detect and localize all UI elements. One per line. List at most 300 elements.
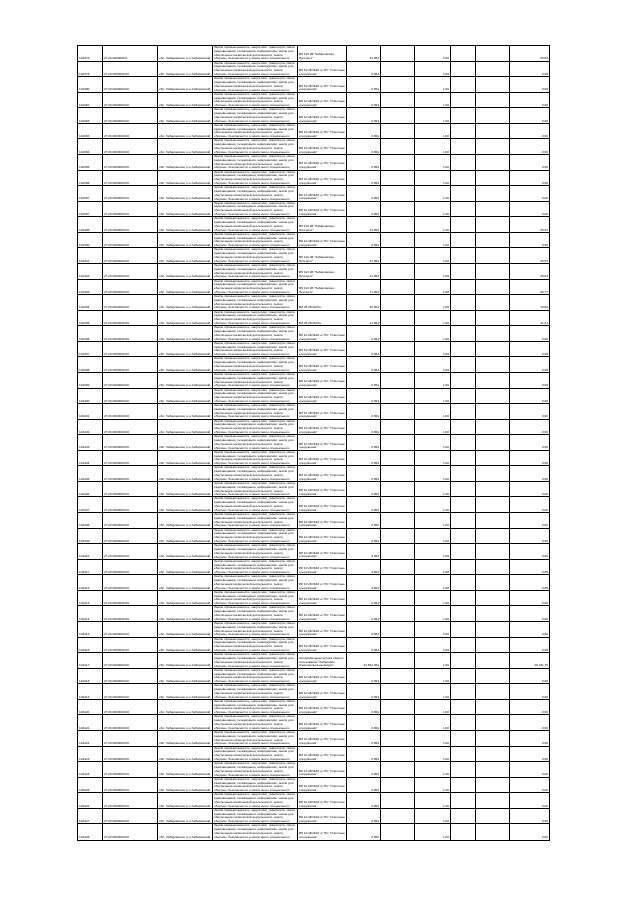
- table-cell-empty: [380, 560, 414, 576]
- table-cell-t: [509, 778, 550, 794]
- table-cell-empty: [380, 357, 414, 373]
- table-cell-id: [77, 591, 102, 607]
- table-cell-t: [509, 217, 550, 233]
- table-cell-desc: [212, 357, 297, 373]
- cell-text-addr: обл. Хабаровская, р-н Хабаровский: [159, 772, 211, 777]
- cell-text-id: 104385: [79, 165, 90, 170]
- table-cell-doc: [102, 46, 157, 62]
- table-cell-id: [77, 248, 102, 264]
- table-cell-prod: [297, 762, 346, 778]
- table-cell-doc: [102, 575, 157, 591]
- table-cell-empty: [450, 793, 475, 809]
- table-cell-q: [346, 762, 380, 778]
- cell-text-doc: 27:20:0000000:00: [104, 663, 129, 668]
- table-cell-prod: [297, 544, 346, 560]
- cell-text-q: 0,654: [371, 367, 379, 372]
- table-cell-addr: [157, 404, 212, 420]
- table-cell-id: [77, 497, 102, 513]
- table-cell-desc: [212, 513, 297, 529]
- cell-text-doc: 27:20:0000000:00: [104, 538, 129, 543]
- table-cell-empty: [475, 653, 509, 669]
- table-cell-desc: [212, 715, 297, 731]
- table-cell-empty: [475, 451, 509, 467]
- table-cell-q: [346, 575, 380, 591]
- table-cell-t: [509, 124, 550, 140]
- table-row: [77, 823, 550, 841]
- table-cell-empty: [450, 280, 475, 296]
- cell-text-doc: 27:20:0000000:00: [104, 398, 129, 403]
- cell-text-desc: Земли промышленности, энергетики, транспорта, связи, радиовещания, телевидения, информатики, земли для обеспечения космической деятельности, земли обороны, безопасности и земли иного специального: [214, 326, 296, 341]
- table-cell-addr: [157, 373, 212, 389]
- table-cell-desc: [212, 684, 297, 700]
- table-cell-prod: [297, 747, 346, 763]
- table-cell-addr: [157, 793, 212, 809]
- cell-text-desc: Земли промышленности, энергетики, транспорта, связи, радиовещания, телевидения, информатики, земли для обеспечения космической деятельности, земли обороны, безопасности и земли иного специального: [214, 544, 296, 559]
- cell-text-q: 0,654: [371, 772, 379, 777]
- table-cell-empty: [380, 404, 414, 420]
- cell-text-addr: обл. Хабаровская, р-н Хабаровский: [159, 663, 211, 668]
- cell-text-q: 0,654: [371, 134, 379, 139]
- table-cell-doc: [102, 248, 157, 264]
- cell-text-q: 0,654: [371, 554, 379, 559]
- table-cell-addr: [157, 46, 212, 62]
- cell-text-prod: ВЛ 10 кВ №16 от ПС "Очистные сооружения": [299, 488, 345, 497]
- cell-text-addr: обл. Хабаровская, р-н Хабаровский: [159, 445, 211, 450]
- table-row: [77, 761, 550, 778]
- cell-text-doc: 27:20:0000000:00: [104, 679, 129, 683]
- table-cell-id: [77, 778, 102, 794]
- table-cell-empty: [475, 280, 509, 296]
- table-cell-empty: [450, 186, 475, 202]
- table-cell-prod: [297, 575, 346, 591]
- table-cell-empty: [380, 108, 414, 124]
- cell-text-id: 104412: [79, 585, 90, 590]
- table-cell-r: [414, 482, 450, 498]
- table-cell-q: [346, 622, 380, 638]
- table-cell-addr: [157, 357, 212, 373]
- table-cell-q: [346, 139, 380, 155]
- cell-text-q: 31,054: [369, 258, 379, 263]
- cell-text-r: 1,00: [442, 538, 449, 543]
- table-cell-addr: [157, 202, 212, 218]
- cell-text-addr: обл. Хабаровская, р-н Хабаровский: [159, 367, 211, 372]
- table-cell-doc: [102, 326, 157, 342]
- table-cell-id: [77, 669, 102, 685]
- cell-text-desc: Земли промышленности, энергетики, транспорта, связи, радиовещания, телевидения, информатики, земли для обеспечения космической деятельности, земли обороны, безопасности и земли иного специального: [214, 92, 296, 108]
- table-cell-empty: [475, 108, 509, 124]
- table-cell-id: [77, 793, 102, 809]
- table-cell-id: [77, 638, 102, 654]
- cell-text-t: 40 311,76: [534, 663, 548, 668]
- cell-text-r: 1,00: [442, 476, 449, 481]
- table-cell-empty: [475, 778, 509, 794]
- cell-text-r: 1,00: [442, 367, 449, 372]
- cell-text-t: 0,66: [541, 211, 548, 216]
- cell-text-addr: обл. Хабаровская, р-н Хабаровский: [159, 87, 211, 92]
- cell-text-addr: обл. Хабаровская, р-н Хабаровский: [159, 383, 211, 388]
- cell-text-desc: Земли промышленности, энергетики, транспорта, связи, радиовещания, телевидения, информатики, земли для обеспечения космической деятельности, земли обороны, безопасности и земли иного специального: [214, 715, 296, 730]
- table-cell-prod: [297, 809, 346, 825]
- table-cell-addr: [157, 653, 212, 669]
- cell-text-t: 0,66: [541, 710, 548, 715]
- table-cell-id: [77, 575, 102, 591]
- cell-text-addr: обл. Хабаровская, р-н Хабаровский: [159, 492, 211, 497]
- table-cell-prod: [297, 46, 346, 62]
- cell-text-doc: 27:20:0000000:00: [104, 180, 129, 185]
- table-cell-empty: [450, 653, 475, 669]
- cell-text-r: 1,00: [442, 429, 449, 434]
- cell-text-id: 104398: [79, 367, 90, 372]
- table-row: [77, 683, 550, 700]
- table-cell-empty: [380, 529, 414, 545]
- table-cell-id: [77, 684, 102, 700]
- table-cell-empty: [380, 186, 414, 202]
- cell-text-t: 0,66: [541, 476, 548, 481]
- table-cell-doc: [102, 420, 157, 436]
- table-cell-prod: [297, 404, 346, 420]
- table-cell-doc: [102, 778, 157, 794]
- cell-text-r: 1,00: [442, 134, 449, 139]
- cell-text-desc: Земли промышленности, энергетики, транспорта, связи, радиовещания, телевидения, информатики, земли для обеспечения космической деятельности, земли обороны, безопасности и земли иного специального: [214, 46, 296, 61]
- cell-text-prod: ВЛ 10 кВ №16 от ПС "Очистные сооружения": [299, 535, 345, 543]
- cell-text-r: 1,00: [442, 507, 449, 512]
- table-cell-q: [346, 108, 380, 124]
- cell-text-q: 0,654: [371, 429, 379, 434]
- cell-text-r: 1,00: [442, 492, 449, 497]
- cell-text-addr: обл. Хабаровская, р-н Хабаровский: [159, 398, 211, 403]
- cell-text-doc: 27:20:0000000:00: [104, 274, 129, 279]
- table-cell-addr: [157, 139, 212, 155]
- table-cell-id: [77, 404, 102, 420]
- cell-text-q: 71,054: [369, 289, 379, 294]
- cell-text-prod: ВЛ 10 кВ №16 от ПС "Очистные сооружения": [299, 348, 345, 357]
- cell-text-doc: 27:20:0000000:00: [104, 834, 129, 839]
- cell-text-t: 0,66: [541, 367, 548, 372]
- table-cell-desc: [212, 295, 297, 311]
- table-cell-r: [414, 186, 450, 202]
- table-cell-id: [77, 139, 102, 155]
- table-row: [77, 419, 550, 436]
- cell-text-addr: обл. Хабаровская, р-н Хабаровский: [159, 523, 211, 528]
- table-cell-r: [414, 171, 450, 187]
- cell-text-doc: 27:20:0000000:00: [104, 243, 129, 248]
- table-cell-q: [346, 342, 380, 358]
- cell-text-q: 0,654: [371, 523, 379, 528]
- table-cell-empty: [475, 575, 509, 591]
- table-cell-t: [509, 404, 550, 420]
- cell-text-addr: обл. Хабаровская, р-н Хабаровский: [159, 196, 211, 201]
- cell-text-desc: Земли промышленности, энергетики, транспорта, связи, радиовещания, телевидения, информатики, земли для обеспечения космической деятельности, земли обороны, безопасности и земли иного специального: [214, 279, 296, 294]
- table-cell-prod: [297, 264, 346, 280]
- table-cell-doc: [102, 700, 157, 716]
- cell-text-desc: Земли промышленности, энергетики, транспорта, связи, радиовещания, телевидения, информатики, земли для обеспечения космической деятельности, земли обороны, безопасности и земли иного специального: [214, 777, 296, 793]
- table-cell-empty: [475, 435, 509, 451]
- cell-text-q: 0,654: [371, 679, 379, 683]
- table-cell-q: [346, 435, 380, 451]
- table-cell-doc: [102, 451, 157, 467]
- cell-text-doc: 27:20:0000000:00: [104, 647, 129, 652]
- cell-text-r: 1,00: [442, 725, 449, 730]
- cell-text-desc: Земли промышленности, энергетики, транспорта, связи, радиовещания, телевидения, информатики, земли для обеспечения космической деятельности, земли обороны, безопасности и земли иного специального: [214, 61, 296, 76]
- cell-text-addr: обл. Хабаровская, р-н Хабаровский: [159, 632, 211, 637]
- cell-text-addr: обл. Хабаровская, р-н Хабаровский: [159, 258, 211, 263]
- cell-text-doc: 27:20:0000000:00: [104, 102, 129, 107]
- table-cell-empty: [380, 715, 414, 731]
- cell-text-t: 0,66: [541, 398, 548, 403]
- cell-text-doc: 27:20:0000000:00: [104, 165, 129, 170]
- table-cell-desc: [212, 171, 297, 187]
- table-cell-id: [77, 202, 102, 218]
- cell-text-doc: 27:20:0000000:00: [104, 305, 129, 310]
- table-cell-prod: [297, 684, 346, 700]
- cell-text-doc: 27:20:0000000:00: [104, 118, 129, 123]
- cell-text-r: 1,00: [442, 383, 449, 388]
- table-row: [77, 637, 550, 654]
- table-cell-addr: [157, 93, 212, 109]
- table-cell-desc: [212, 202, 297, 218]
- cell-text-addr: обл. Хабаровская, р-н Хабаровский: [159, 585, 211, 590]
- table-cell-empty: [380, 606, 414, 622]
- cell-text-id: 104397: [79, 352, 90, 357]
- cell-text-prod: ВЛ 10 кВ №16 от ПС "Очистные сооружения": [299, 768, 345, 777]
- table-cell-r: [414, 529, 450, 545]
- table-cell-r: [414, 731, 450, 747]
- cell-text-doc: 27:20:0000000:00: [104, 87, 129, 92]
- table-row: [77, 777, 550, 794]
- table-cell-empty: [380, 824, 414, 840]
- cell-text-prod: ВЛ 10 кВ №16 от ПС "Очистные сооружения": [299, 675, 345, 683]
- table-cell-t: [509, 762, 550, 778]
- table-cell-empty: [450, 497, 475, 513]
- table-cell-empty: [475, 311, 509, 327]
- cell-text-q: 31,054: [369, 56, 379, 61]
- table-cell-empty: [380, 809, 414, 825]
- table-cell-t: [509, 326, 550, 342]
- table-cell-q: [346, 529, 380, 545]
- table-cell-empty: [450, 762, 475, 778]
- table-cell-empty: [380, 591, 414, 607]
- table-cell-q: [346, 466, 380, 482]
- table-cell-t: [509, 295, 550, 311]
- cell-text-prod: ВЛ 10 кВ №16 от ПС "Очистные сооружения": [299, 690, 345, 699]
- table-cell-prod: [297, 108, 346, 124]
- cell-text-prod: ВЛ 10 кВ №16 от ПС "Очистные сооружения": [299, 363, 345, 372]
- table-cell-r: [414, 622, 450, 638]
- cell-text-desc: Земли промышленности, энергетики, транспорта, связи, радиовещания, телевидения, информатики, земли для обеспечения космической деятельности, земли обороны, безопасности и земли иного специального: [214, 217, 296, 232]
- table-cell-q: [346, 295, 380, 311]
- table-cell-doc: [102, 264, 157, 280]
- table-cell-doc: [102, 171, 157, 187]
- table-cell-prod: [297, 342, 346, 358]
- table-cell-prod: [297, 77, 346, 93]
- cell-text-doc: 27:20:0000000:00: [104, 336, 129, 341]
- table-cell-q: [346, 404, 380, 420]
- cell-text-prod: ВЛ 10 кВ №16 от ПС "Очистные сооружения": [299, 830, 345, 839]
- table-cell-addr: [157, 591, 212, 607]
- table-cell-r: [414, 202, 450, 218]
- table-cell-doc: [102, 747, 157, 763]
- table-cell-empty: [380, 497, 414, 513]
- cell-text-id: 104426: [79, 803, 90, 808]
- cell-text-r: 1,00: [442, 258, 449, 263]
- table-cell-r: [414, 435, 450, 451]
- table-cell-id: [77, 824, 102, 840]
- table-cell-prod: [297, 389, 346, 405]
- table-cell-prod: [297, 139, 346, 155]
- table-cell-r: [414, 669, 450, 685]
- table-cell-id: [77, 357, 102, 373]
- table-cell-t: [509, 248, 550, 264]
- table-cell-desc: [212, 809, 297, 825]
- cell-text-addr: обл. Хабаровская, р-н Хабаровский: [159, 305, 211, 310]
- cell-text-r: 1,00: [442, 165, 449, 170]
- cell-text-doc: 27:20:0000000:00: [104, 367, 129, 372]
- table-cell-prod: [297, 420, 346, 436]
- table-row: [77, 356, 550, 373]
- table-cell-empty: [380, 280, 414, 296]
- table-row: [77, 45, 550, 62]
- cell-text-desc: Земли промышленности, энергетики, транспорта, связи, радиовещания, телевидения, информатики, земли для обеспечения космической деятельности, земли обороны, безопасности и земли иного специального: [214, 762, 296, 777]
- cell-text-q: 0,654: [371, 180, 379, 185]
- table-cell-r: [414, 793, 450, 809]
- table-cell-q: [346, 202, 380, 218]
- cell-text-prod: ВЛ 35 кВ №37н: [299, 305, 321, 310]
- table-cell-prod: [297, 653, 346, 669]
- table-row: [77, 279, 550, 296]
- table-cell-prod: [297, 497, 346, 513]
- table-cell-id: [77, 482, 102, 498]
- table-cell-empty: [380, 77, 414, 93]
- table-cell-desc: [212, 217, 297, 233]
- cell-text-prod: ВЛ 110 кВ "Хабаровская - Прогресс": [299, 270, 336, 279]
- cell-text-r: 1,00: [442, 756, 449, 761]
- table-cell-desc: [212, 482, 297, 498]
- table-cell-prod: [297, 482, 346, 498]
- table-cell-prod: [297, 638, 346, 654]
- table-cell-t: [509, 529, 550, 545]
- table-cell-desc: [212, 311, 297, 327]
- table-cell-desc: [212, 389, 297, 405]
- cell-text-id: 104424: [79, 772, 90, 777]
- table-cell-id: [77, 62, 102, 78]
- table-cell-desc: [212, 233, 297, 249]
- table-row: [77, 325, 550, 342]
- table-cell-empty: [475, 186, 509, 202]
- table-cell-r: [414, 762, 450, 778]
- table-cell-addr: [157, 264, 212, 280]
- table-cell-desc: [212, 62, 297, 78]
- table-cell-empty: [450, 747, 475, 763]
- table-cell-empty: [475, 606, 509, 622]
- cell-text-id: 104423: [79, 756, 90, 761]
- table-cell-empty: [475, 529, 509, 545]
- table-cell-r: [414, 684, 450, 700]
- table-row: [77, 434, 550, 451]
- cell-text-q: 0,654: [371, 336, 379, 341]
- table-cell-empty: [475, 46, 509, 62]
- cell-text-desc: Земли промышленности, энергетики, транспорта, связи, радиовещания, телевидения, информатики, земли для обеспечения космической деятельности, земли обороны, безопасности и земли иного специального: [214, 419, 296, 435]
- table-cell-doc: [102, 357, 157, 373]
- table-cell-q: [346, 77, 380, 93]
- table-row: [77, 107, 550, 124]
- cell-text-addr: обл. Хабаровская, р-н Хабаровский: [159, 787, 211, 792]
- cell-text-doc: 27:20:0000000:00: [104, 554, 129, 559]
- table-row: [77, 263, 550, 280]
- cell-text-addr: обл. Хабаровская, р-н Хабаровский: [159, 336, 211, 341]
- cell-text-r: 1,00: [442, 180, 449, 185]
- table-cell-desc: [212, 575, 297, 591]
- table-cell-q: [346, 638, 380, 654]
- table-cell-addr: [157, 482, 212, 498]
- cell-text-id: 104376: [79, 56, 90, 61]
- table-cell-desc: [212, 373, 297, 389]
- table-row: [77, 496, 550, 513]
- table-cell-t: [509, 700, 550, 716]
- cell-text-t: 0,66: [541, 149, 548, 154]
- table-cell-empty: [380, 217, 414, 233]
- table-cell-empty: [475, 638, 509, 654]
- cell-text-prod: ВЛ 10 кВ №16 от ПС "Очистные сооружения": [299, 597, 345, 606]
- cell-text-desc: Земли промышленности, энергетики, транспорта, связи, радиовещания, телевидения, информатики, земли для обеспечения космической деятельности, земли обороны, безопасности и земли иного специального: [214, 466, 296, 481]
- table-row: [77, 247, 550, 264]
- table-cell-t: [509, 280, 550, 296]
- table-cell-desc: [212, 248, 297, 264]
- table-cell-empty: [450, 326, 475, 342]
- table-cell-empty: [380, 731, 414, 747]
- cell-text-doc: 27:20:0000000:00: [104, 134, 129, 139]
- cell-text-t: 0,66: [541, 118, 548, 123]
- cell-text-t: 0,66: [541, 492, 548, 497]
- table-cell-t: [509, 451, 550, 467]
- cell-text-prod: ВЛ 10 кВ №16 от ПС "Очистные сооружения": [299, 784, 345, 792]
- cell-text-id: 104391: [79, 258, 90, 263]
- table-cell-empty: [450, 311, 475, 327]
- table-row: [77, 185, 550, 202]
- table-cell-prod: [297, 62, 346, 78]
- cell-text-desc: Земли промышленности, энергетики, транспорта, связи, радиовещания, телевидения, информатики, земли для обеспечения космической деятельности, земли обороны, безопасности и земли иного специального: [214, 559, 296, 575]
- table-cell-addr: [157, 622, 212, 638]
- table-cell-empty: [380, 544, 414, 560]
- cell-text-prod: ВЛ 10 кВ №16 от ПС "Очистные сооружения": [299, 177, 345, 185]
- table-cell-t: [509, 513, 550, 529]
- cell-text-prod: ВЛ 10 кВ №16 от ПС "Очистные сооружения": [299, 721, 345, 730]
- table-cell-t: [509, 155, 550, 171]
- table-cell-prod: [297, 451, 346, 467]
- table-cell-empty: [475, 715, 509, 731]
- table-cell-empty: [475, 124, 509, 140]
- cell-text-r: 1,00: [442, 414, 449, 419]
- cell-text-desc: Земли промышленности, энергетики, транспорта, связи, радиовещания, телевидения, информатики, земли для обеспечения космической деятельности, земли обороны, безопасности и земли иного специального: [214, 310, 296, 326]
- table-cell-q: [346, 389, 380, 405]
- cell-text-desc: Земли промышленности, энергетики, транспорта, связи, радиовещания, телевидения, информатики, земли для обеспечения космической деятельности, земли обороны, безопасности и земли иного специального: [214, 372, 296, 388]
- table-cell-r: [414, 248, 450, 264]
- cell-text-id: 104378: [79, 71, 90, 76]
- table-cell-id: [77, 373, 102, 389]
- table-cell-empty: [475, 591, 509, 607]
- table-cell-addr: [157, 513, 212, 529]
- cell-text-prod: ВЛ 10 кВ №16 от ПС "Очистные сооружения": [299, 239, 345, 248]
- table-cell-prod: [297, 311, 346, 327]
- table-cell-empty: [475, 466, 509, 482]
- table-cell-desc: [212, 435, 297, 451]
- cell-text-desc: Земли промышленности, энергетики, транспорта, связи, радиовещания, телевидения, информатики, земли для обеспечения космической деятельности, земли обороны, безопасности и земли иного специального: [214, 170, 296, 185]
- table-cell-r: [414, 77, 450, 93]
- cell-text-r: 1,00: [442, 570, 449, 575]
- cell-text-t: 0,66: [541, 102, 548, 107]
- table-cell-empty: [450, 529, 475, 545]
- cell-text-id: 104387: [79, 211, 90, 216]
- table-cell-empty: [475, 202, 509, 218]
